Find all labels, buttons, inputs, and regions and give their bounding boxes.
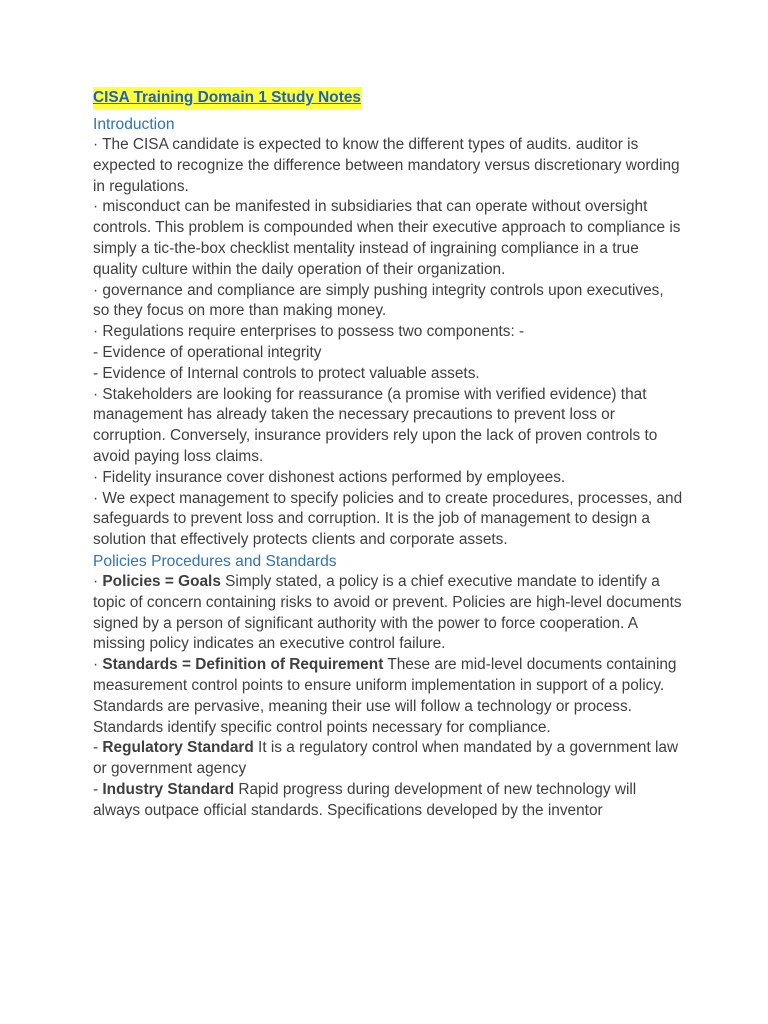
policy-item-text: Rapid progress during development of new technology will always outpace official standards. Specifications developed by the inventor	[93, 780, 637, 819]
intro-paragraph: · misconduct can be manifested in subsidiaries that can operate without oversight controls. This problem is compounded when their executive approach to compliance is simply a tic-the-box checklist mentality instead of ingraining compliance in a true quality culture within the daily operation of their organization.	[93, 198, 681, 278]
policy-item	[93, 572, 683, 655]
intro-paragraph: · Fidelity insurance cover dishonest actions performed by employees.	[93, 468, 566, 486]
section-heading-policies: Policies Procedures and Standards	[93, 552, 337, 570]
policy-item-prefix: -	[93, 780, 103, 798]
section-heading-introduction: Introduction	[93, 116, 175, 133]
intro-paragraph: - Evidence of Internal controls to protect valuable assets.	[93, 364, 480, 382]
intro-paragraph: · Regulations require enterprises to possess two components: -	[93, 323, 525, 341]
intro-paragraph: · governance and compliance are simply pushing integrity controls upon executives, so they focus on more than making money.	[93, 281, 664, 320]
policy-item-term: Policies = Goals	[102, 572, 221, 590]
policy-item	[93, 738, 683, 780]
intro-paragraph: · Stakeholders are looking for reassurance (a promise with verified evidence) that management has already taken the necessary precautions to prevent loss or corruption. Conversely, insurance providers rely upon the lack of proven controls to avoid paying loss claims.	[93, 385, 658, 465]
policy-item-text: Simply stated, a policy is a chief executive mandate to identify a topic of concern containing risks to avoid or prevent. Policies are high-level documents signed by a person of significant authority with the power to force cooperation. A missing policy indicates an executive control failure.	[93, 572, 682, 653]
policy-item-term: Standards = Definition of Requirement	[102, 656, 384, 674]
policy-item-term: Regulatory Standard	[102, 739, 254, 757]
policy-item-prefix: ·	[93, 656, 103, 674]
policy-item	[93, 780, 683, 822]
policy-item-prefix: ·	[93, 572, 103, 590]
policy-item	[93, 655, 683, 738]
intro-paragraph: · We expect management to specify policies and to create procedures, processes, and safeguards to prevent loss and corruption. It is the job of management to design a solution that effectively protects clients and corporate assets.	[93, 489, 683, 549]
policy-item-text: It is a regulatory control when mandated by a government law or government agency	[93, 739, 679, 778]
intro-paragraph: - Evidence of operational integrity	[93, 343, 322, 361]
document-page	[93, 86, 683, 822]
policy-item-term: Industry Standard	[102, 780, 235, 798]
intro-paragraph: · The CISA candidate is expected to know the different types of audits. auditor is expected to recognize the difference between mandatory versus discretionary wording in regulations.	[93, 136, 680, 195]
document-title: CISA Training Domain 1 Study Notes	[93, 87, 362, 109]
policy-item-text: These are mid-level documents containing measurement control points to ensure uniform implementation in support of a policy. Standards are pervasive, meaning their use will follow a technology or process. Standards identify specific control points necessary for compliance.	[93, 656, 677, 736]
policy-item-prefix: -	[93, 739, 103, 757]
